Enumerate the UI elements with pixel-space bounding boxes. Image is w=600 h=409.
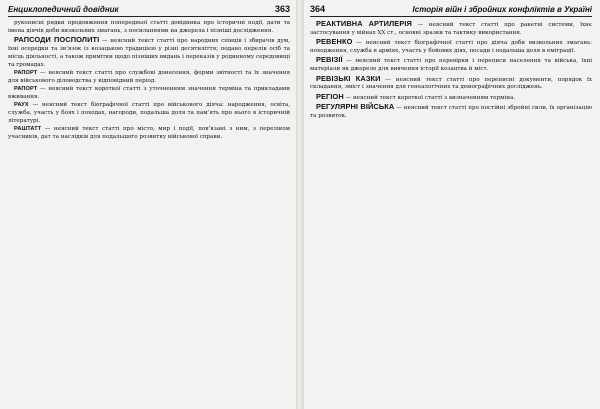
entry-headword: РЕВІЗЬКІ КАЗКИ xyxy=(316,73,381,83)
entry xyxy=(8,102,290,126)
entry xyxy=(310,75,592,93)
entry xyxy=(8,126,290,142)
entry xyxy=(310,103,592,121)
entry-text: — неясний текст статті про переписні документи, порядок їх складання, зміст і значення для генеалогічних та демографічних досліджень. xyxy=(310,76,593,91)
right-running-title: Історія війн і збройних конфліктів в Україні xyxy=(412,5,592,14)
entry-text: — неясний текст статті про постійні збройні сили, їх організацію та розвиток. xyxy=(310,105,592,119)
entry xyxy=(8,70,290,86)
entry-text: — неясний текст короткої статті з уточненням значення терміна та прикладами вживання. xyxy=(8,86,291,101)
entry-headword: РАПОРТ xyxy=(14,70,38,77)
left-page-number: 363 xyxy=(274,4,290,14)
right-page-number: 364 xyxy=(310,4,326,14)
left-page xyxy=(0,0,296,409)
entry xyxy=(310,20,592,38)
entry-text: рукописні рядки продовження попередньої статті довідника про історичні події, дати та імена діячів доби визвольних змагань, з посиланнями на джерела і пізніші дослідження. xyxy=(8,20,290,34)
entry xyxy=(8,20,290,36)
right-running-head xyxy=(310,4,592,17)
book-gutter xyxy=(296,0,304,409)
entry xyxy=(310,56,592,74)
entry xyxy=(8,36,290,69)
entry-text: — неясний текст короткої статті з визначенням терміна. xyxy=(345,94,516,101)
entry-headword: РЕВЕНКО xyxy=(316,37,353,47)
entry-headword: РЕВІЗІЇ xyxy=(316,55,343,65)
entry-headword: РАУХ xyxy=(14,102,29,109)
left-running-head xyxy=(8,4,290,17)
entry-text: — неясний текст статті про ракетні системи, їхнє застосування у війнах ХХ ст., основні зразки та тактику використання. xyxy=(310,22,592,36)
entry-text: — неясний текст статті про службові донесення, форми звітності та їх значення для військового діловодства у відповідний період. xyxy=(8,70,290,84)
entry-headword: РЕГУЛЯРНІ ВІЙСЬКА xyxy=(316,102,395,112)
entry-text: — неясний текст статті про народних співців і збирачів дум, їхні осередки та зв’язок із козацькою традицією у різні десятиліття; подано перелік осіб та місць діяльності, а також примітки щодо пізніших видань і переказів у родинному середовищі та громадах. xyxy=(8,38,290,68)
entry-headword: РАПОРТ xyxy=(14,86,38,93)
entry xyxy=(8,86,290,102)
entry-text: — неясний текст статті про місто, мир і події, пов’язані з ним, з переліком учасників, дат та наслідків для подальшого розвитку військової справи. xyxy=(8,126,290,141)
entry-headword: РАШТАТТ xyxy=(14,126,42,133)
right-page xyxy=(304,0,600,409)
left-running-title: Енциклопедичний довідник xyxy=(8,5,119,14)
left-column-body xyxy=(8,20,290,142)
entry-headword: РЕГІОН xyxy=(316,91,344,101)
right-column-body xyxy=(310,20,592,121)
entry-text: — неясний текст біографічної статті про діяча доби визвольних змагань: походження, служба в арміях, участь у бойових діях, посади і подальша доля в еміграції. xyxy=(310,40,592,55)
entry-headword: РАПСОДИ ПОСПОЛИТІ xyxy=(14,35,100,45)
entry-headword: РЕАКТИВНА АРТИЛЕРІЯ xyxy=(316,19,412,28)
entry-text: — неясний текст статті про перевірки і переписи населення та війська, їхні матеріали як джерело для вивчення історії козацтва й міст. xyxy=(310,58,592,73)
entry xyxy=(310,38,592,56)
entry-text: — неясний текст біографічної статті про військового діяча: народження, освіта, служба, участь у боях і походах, нагороди, подальша доля та пам’ять про нього в історичній літературі. xyxy=(8,102,290,125)
